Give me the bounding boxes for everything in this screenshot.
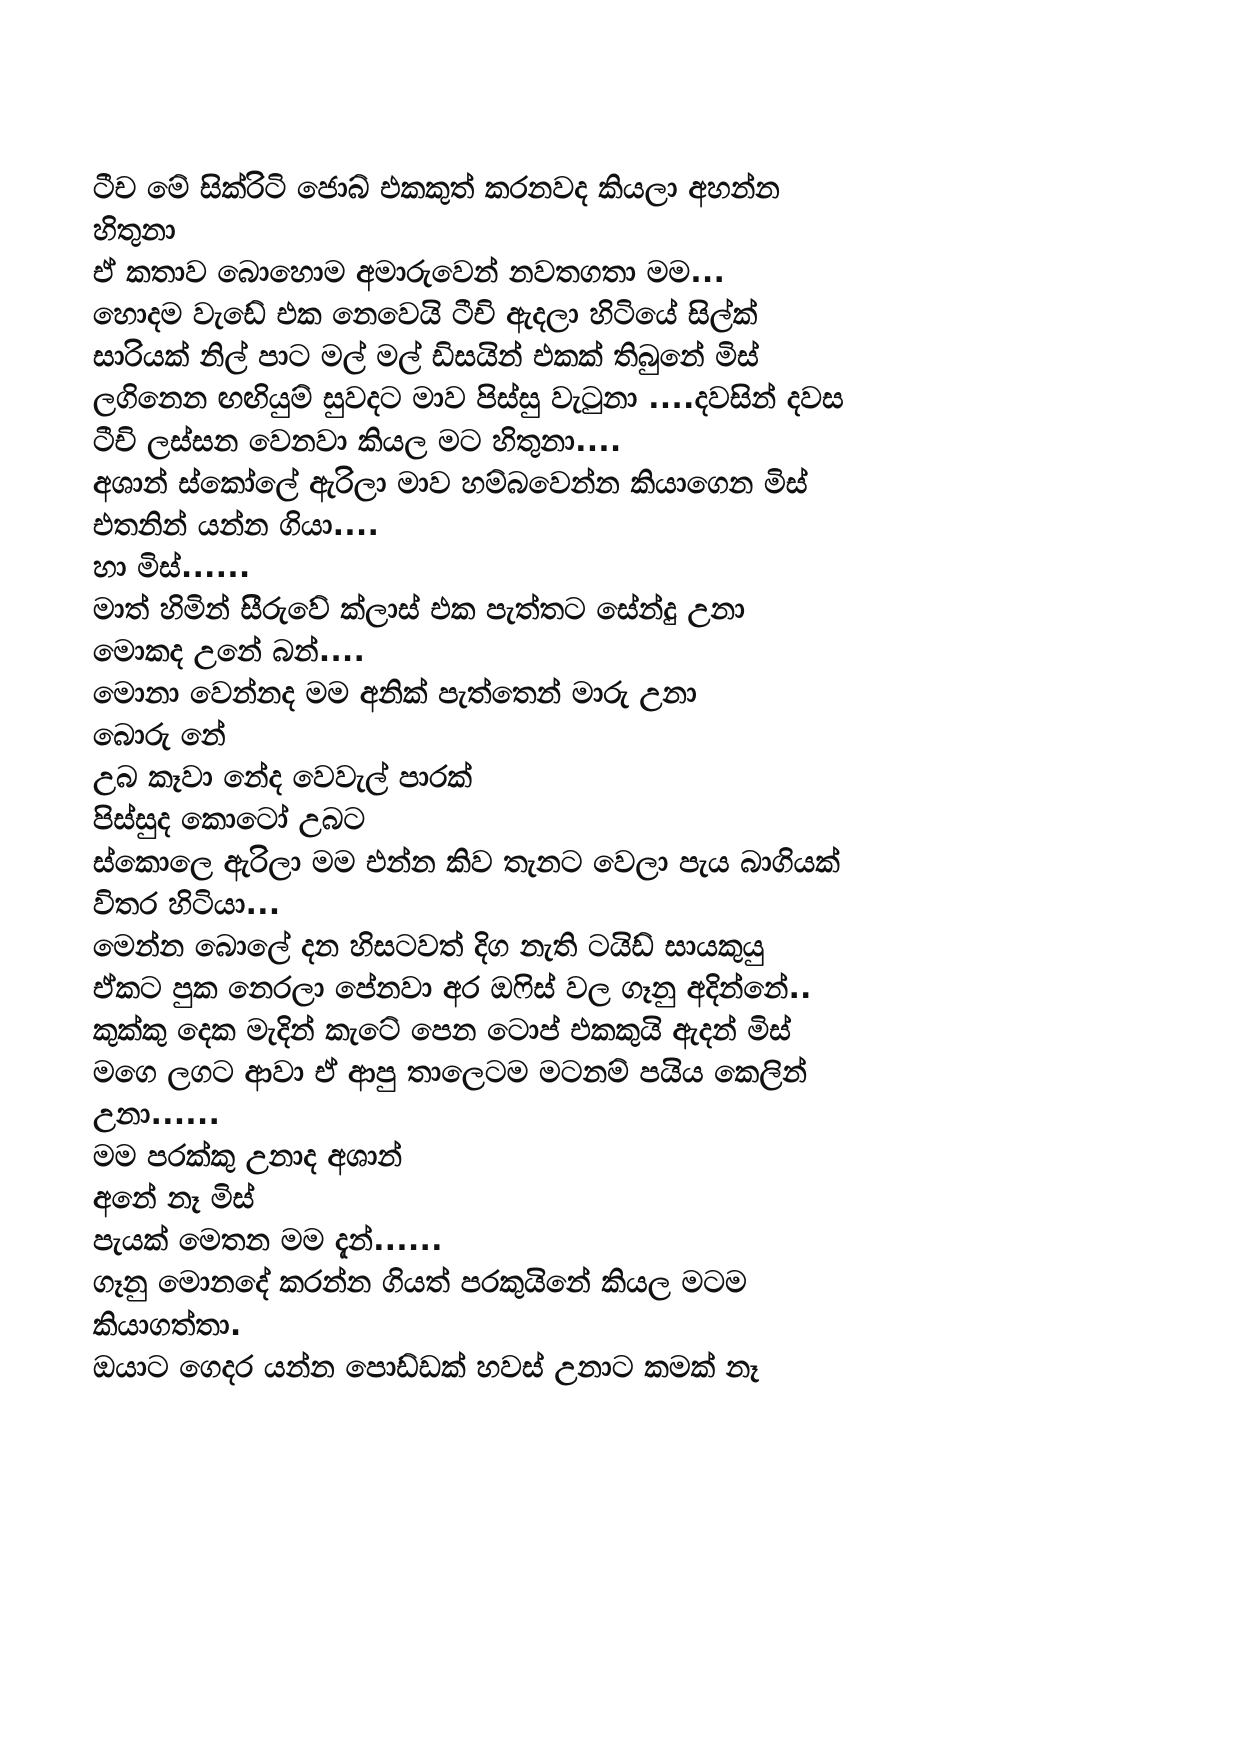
text-line: ඒ කතාව බොහොම අමාරුවෙන් නවතගතා මම... [93, 255, 726, 291]
text-line: හා මිස්...... [93, 549, 251, 585]
text-line: කියාගත්තා. [93, 1307, 242, 1343]
text-line: ලගිනෙන ඟඟියුම් සුවදට මාව පිස්සු වැටුනා ....දවසින් දවස [93, 381, 844, 417]
text-line: උබ කෑවා නේද වෙවැල් පාරක් [93, 760, 473, 796]
text-line: ගෑනු මොනදේ කරන්න ගියත් පරකුයිනේ කියල මටම [93, 1265, 747, 1301]
text-line: පැයක් මෙතන මම දැන්...... [93, 1223, 443, 1259]
text-line: ඔයාට ගෙදර යන්න පොඩ්ඩක් හවස් උනාට කමක් නෑ [93, 1349, 759, 1385]
text-line: කුක්කු දෙක මැදින් කැටේ පෙන ටොප් එකකුයි ඇදන් මිස් [93, 1012, 792, 1048]
text-line: පිස්සුද කොටෝ උබට [93, 802, 366, 838]
text-line: ටීචි ලස්සන වෙනවා කියල මට හිතුනා.... [93, 423, 622, 459]
text-line: බොරු නේ [93, 718, 226, 754]
story-text [93, 168, 1153, 1389]
text-line: උනා...... [93, 1097, 221, 1133]
text-line: මගෙ ලගට ආවා ඒ ආපු තාලෙටම මටනම් පයිය කෙලින් [93, 1054, 808, 1090]
text-line: මම පරක්කු උනාද අශාන් [93, 1139, 403, 1175]
text-line: ටීච මේ සික්රිටි ජොබ් එකකුත් කරනවද කියලා අහන්න [93, 171, 780, 206]
text-line: එතනින් යන්න ගියා.... [93, 507, 380, 543]
text-line: අනේ නෑ මිස් [93, 1181, 255, 1217]
text-line: සාරියක් නිල් පාට මල් මල් ඩිසයින් එකක් තිබුනේ මිස් [93, 339, 759, 375]
text-line: විතර හිටියා... [93, 886, 281, 922]
text-line: ස්කොලෙ ඇරිලා මම එන්න කිව තැනට වෙලා පැය බාගියක් [93, 844, 840, 880]
text-line: මාත් හිමින් සීරුවේ ක්ලාස් එක පැත්තට සේන්දු උනා [93, 591, 746, 627]
text-line: අශාන් ස්කෝලේ ඇරිලා මාව හම්බවෙන්න කියාගෙන මිස් [93, 465, 808, 501]
text-line: හිතුනා [93, 213, 176, 249]
text-line: මොකද උනේ බන්.... [93, 634, 366, 670]
text-line: ඒකට පුක නෙරලා පේනවා අර ඔෆිස් වල ගෑනු අදින්නේ.. [93, 970, 812, 1006]
text-line: හොදම වැඩේ එක නෙවෙයි ටීචි ඇදලා හිටියේ සිල්ක් [93, 297, 758, 333]
text-line: මෙන්න බොලේ දන හිසටවත් දිග නැති ටයිඩ් සායකුයු [93, 928, 765, 964]
text-line: මොනා වෙන්නද මම අනික් පැත්තෙන් මාරු උනා [93, 676, 697, 712]
